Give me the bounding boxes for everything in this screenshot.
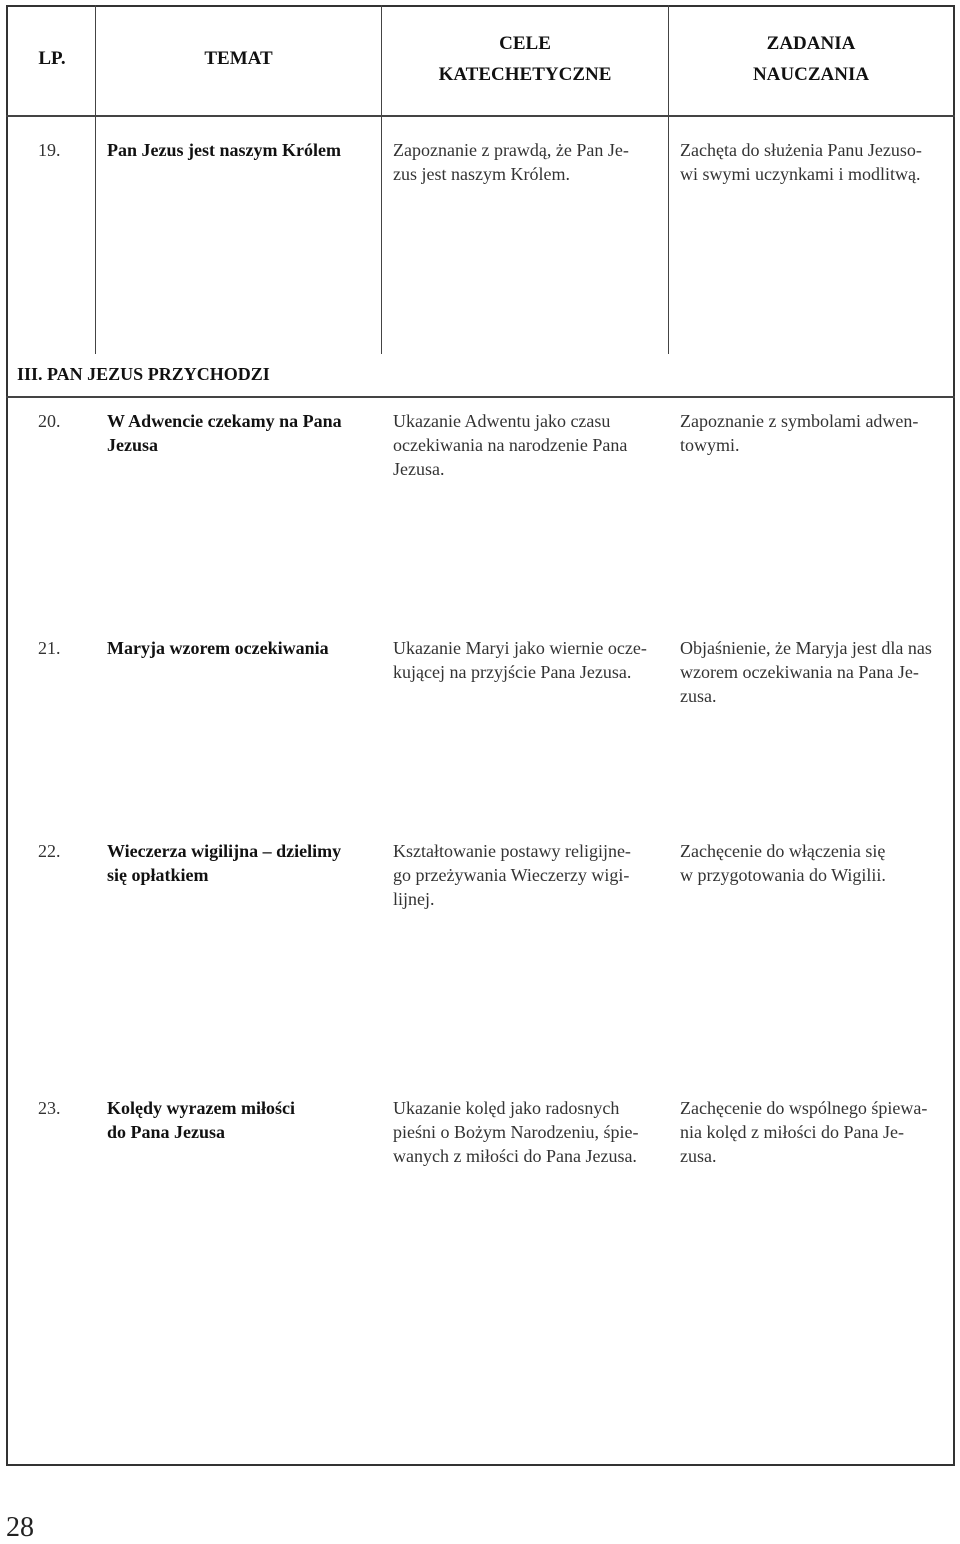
row-20-temat bbox=[107, 409, 377, 457]
row-20-temat-line: Jezusa bbox=[107, 435, 158, 455]
row-21-temat-line: Maryja wzorem oczekiwania bbox=[107, 638, 329, 658]
table-frame bbox=[6, 5, 955, 1466]
row-20-cele-line: oczekiwania na narodzenie Pana bbox=[393, 435, 628, 455]
row-20-zadania-line: towymi. bbox=[680, 435, 740, 455]
row-21-cele-line: Ukazanie Maryi jako wiernie ocze- bbox=[393, 638, 647, 658]
section-divider bbox=[6, 396, 955, 398]
section-heading: III. PAN JEZUS PRZYCHODZI bbox=[17, 364, 270, 384]
row-19-temat bbox=[107, 138, 377, 162]
header-zadania-line1: ZADANIA bbox=[766, 33, 856, 54]
row-21-temat bbox=[107, 636, 377, 660]
row-23-zadania-line: nia kolęd z miłości do Pana Je- bbox=[680, 1122, 904, 1142]
row-20-cele bbox=[393, 409, 663, 481]
row-23-cele-line: wanych z miłości do Pana Jezusa. bbox=[393, 1146, 637, 1166]
row-19-zadania bbox=[680, 138, 950, 186]
row-21-zadania-line: wzorem oczekiwania na Pana Je- bbox=[680, 662, 919, 682]
row-23-zadania-line: Zachęcenie do wspólnego śpiewa- bbox=[680, 1098, 928, 1118]
header-temat: TEMAT bbox=[204, 48, 273, 69]
row-21-zadania-line: zusa. bbox=[680, 686, 717, 706]
row-20-lp: 20. bbox=[38, 411, 61, 431]
row-22-temat bbox=[107, 839, 377, 887]
row-23-zadania bbox=[680, 1096, 950, 1168]
row-20-zadania-line: Zapoznanie z symbolami adwen- bbox=[680, 411, 919, 431]
row-22-lp: 22. bbox=[38, 841, 61, 861]
row-21-cele bbox=[393, 636, 663, 684]
row-23-zadania-line: zusa. bbox=[680, 1146, 717, 1166]
row-20-cele-line: Jezusa. bbox=[393, 459, 445, 479]
row-19-cele-line: zus jest naszym Królem. bbox=[393, 164, 570, 184]
row-23-lp: 23. bbox=[38, 1098, 61, 1118]
row-22-temat-line: się opłatkiem bbox=[107, 865, 209, 885]
row-22-cele-line: Kształtowanie postawy religijne- bbox=[393, 841, 631, 861]
header-cele-line2: KATECHETYCZNE bbox=[438, 64, 612, 85]
row-19-temat-line: Pan Jezus jest naszym Królem bbox=[107, 140, 341, 160]
row-22-zadania-line: w przygotowania do Wigilii. bbox=[680, 865, 886, 885]
header-cele bbox=[381, 28, 669, 90]
row-20-zadania bbox=[680, 409, 950, 457]
column-divider-3 bbox=[668, 5, 669, 354]
row-22-zadania-line: Zachęcenie do włączenia się bbox=[680, 841, 886, 861]
row-23-temat-line: do Pana Jezusa bbox=[107, 1122, 226, 1142]
row-23-temat-line: Kolędy wyrazem miłości bbox=[107, 1098, 295, 1118]
column-divider-2 bbox=[381, 5, 382, 354]
row-22-temat-line: Wieczerza wigilijna – dzielimy bbox=[107, 841, 342, 861]
row-19-lp: 19. bbox=[38, 140, 61, 160]
column-divider-1 bbox=[95, 5, 96, 354]
row-19-zadania-line: wi swymi uczynkami i modlitwą. bbox=[680, 164, 921, 184]
row-22-zadania bbox=[680, 839, 950, 887]
header-divider bbox=[6, 115, 955, 117]
header-lp: LP. bbox=[38, 48, 66, 69]
row-21-zadania-line: Objaśnienie, że Maryja jest dla nas bbox=[680, 638, 932, 658]
row-20-temat-line: W Adwencie czekamy na Pana bbox=[107, 411, 342, 431]
row-23-temat bbox=[107, 1096, 377, 1144]
page-number: 28 bbox=[6, 1512, 34, 1543]
row-21-cele-line: kującej na przyjście Pana Jezusa. bbox=[393, 662, 632, 682]
row-22-cele-line: lijnej. bbox=[393, 889, 435, 909]
row-19-cele-line: Zapoznanie z prawdą, że Pan Je- bbox=[393, 140, 629, 160]
row-19-zadania-line: Zachęta do służenia Panu Jezuso- bbox=[680, 140, 922, 160]
row-23-cele-line: Ukazanie kolęd jako radosnych bbox=[393, 1098, 620, 1118]
row-23-cele bbox=[393, 1096, 663, 1168]
header-zadania bbox=[669, 28, 953, 90]
row-22-cele bbox=[393, 839, 663, 911]
row-22-cele-line: go przeżywania Wieczerzy wigi- bbox=[393, 865, 630, 885]
row-23-cele-line: pieśni o Bożym Narodzeniu, śpie- bbox=[393, 1122, 639, 1142]
row-21-lp: 21. bbox=[38, 638, 61, 658]
row-20-cele-line: Ukazanie Adwentu jako czasu bbox=[393, 411, 611, 431]
row-21-zadania bbox=[680, 636, 950, 708]
row-19-cele bbox=[393, 138, 663, 186]
header-zadania-line2: NAUCZANIA bbox=[752, 64, 870, 85]
header-cele-line1: CELE bbox=[499, 33, 551, 54]
